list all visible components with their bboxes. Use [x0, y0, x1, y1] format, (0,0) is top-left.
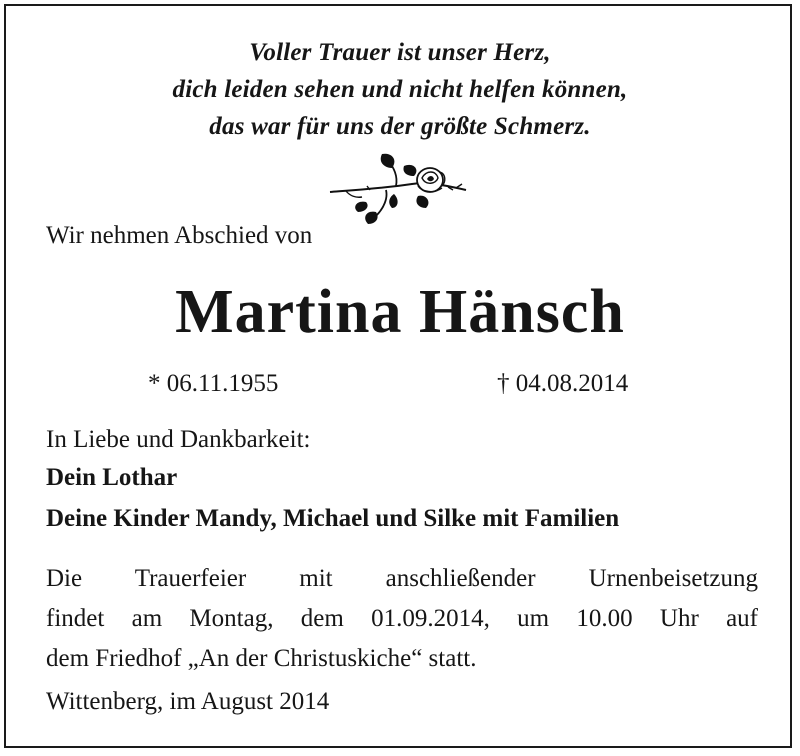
birth-date: * 06.11.1955 — [148, 370, 279, 397]
notice-line-1: Die Trauerfeier mit anschließender Urnenbeisetzung — [46, 565, 758, 592]
verse-line-3: das war für uns der größte Schmerz. — [209, 113, 591, 140]
verse-line-2: dich leiden sehen und nicht helfen können, — [172, 76, 628, 103]
mourners-intro: In Liebe und Dankbarkeit: — [46, 426, 311, 453]
place-and-date: Wittenberg, im August 2014 — [46, 688, 330, 715]
farewell-intro: Wir nehmen Abschied von — [46, 222, 313, 249]
mourner-children: Deine Kinder Mandy, Michael und Silke mit Familien — [46, 505, 620, 532]
mourner-spouse: Dein Lothar — [46, 464, 178, 491]
death-date: † 04.08.2014 — [497, 370, 629, 397]
notice-line-3: dem Friedhof „An der Christuskiche“ statt. — [46, 645, 477, 672]
verse-line-1: Voller Trauer ist unser Herz, — [249, 39, 551, 66]
memorial-verse — [0, 34, 800, 145]
rose-icon — [326, 150, 472, 224]
deceased-name: Martina Hänsch — [175, 278, 625, 346]
funeral-notice — [46, 559, 758, 679]
notice-line-2: findet am Montag, dem 01.09.2014, um 10.00 Uhr auf — [46, 605, 758, 632]
